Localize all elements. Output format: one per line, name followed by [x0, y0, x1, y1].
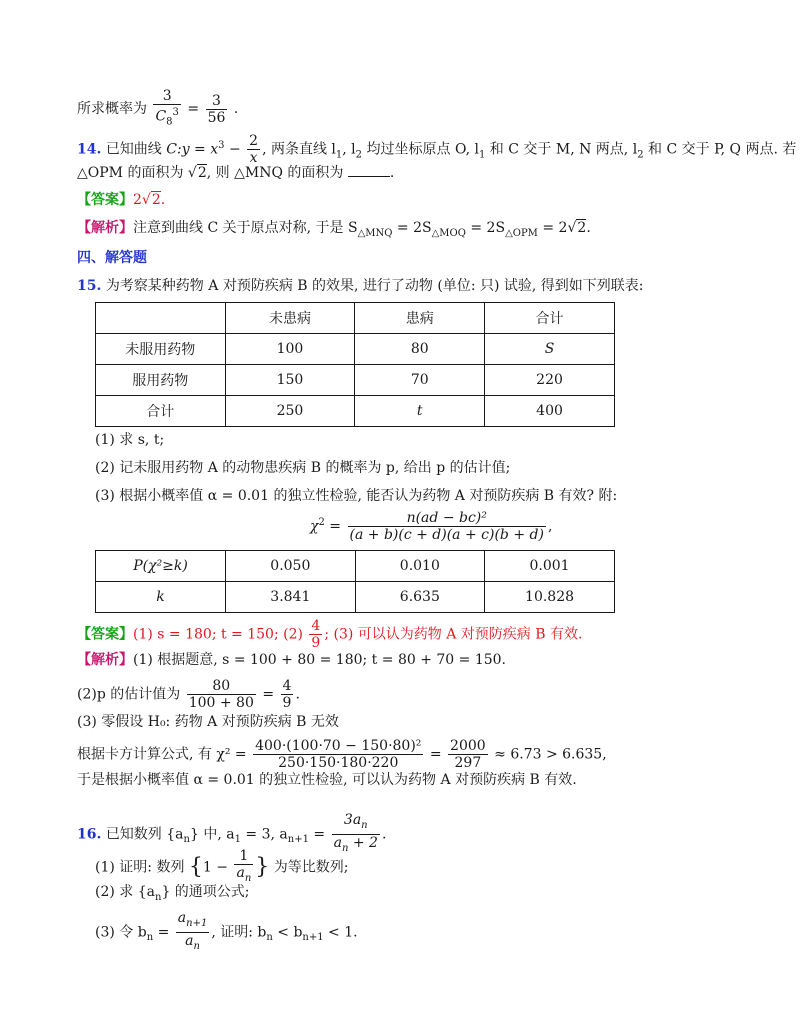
table-header-cell: 合计	[485, 303, 615, 334]
table-cell: 70	[355, 365, 485, 396]
q14-eq: :y = x	[176, 141, 219, 158]
table-header-cell: 患病	[355, 303, 485, 334]
ans15-line	[77, 618, 582, 651]
sol15-s2-frac	[187, 678, 256, 711]
q16-p3-c: < b	[272, 924, 303, 941]
q16-p1-rbrace: }	[255, 854, 270, 880]
q16-p3-a: (3) 令 b	[95, 924, 147, 941]
q16-p3-den-text: a	[185, 932, 194, 949]
prev-frac1-den-c: C	[155, 108, 167, 125]
q14-text-f: 和 C 交于 P, Q 两点. 若	[643, 141, 797, 158]
table-cell: 80	[355, 334, 485, 365]
ans15-value-b: ; (3) 可以认为药物 A 对预防疾病 B 有效.	[324, 626, 583, 643]
q16-part1	[95, 848, 348, 887]
prev-end: .	[233, 101, 239, 118]
sol15-s2-fden: 9	[282, 695, 292, 711]
sol14-sqrt: 2	[577, 220, 587, 236]
q14-frac-den: x	[249, 150, 258, 166]
q14-text-a: 已知曲线	[105, 141, 162, 158]
table-cell: P(χ²≥k)	[96, 551, 226, 582]
prev-frac1-sub: 8	[166, 116, 173, 128]
sol15-s4-a: 根据卡方计算公式, 有 χ² =	[77, 746, 247, 763]
q16-p3-d: < 1.	[323, 924, 358, 941]
ans15-frac-num: 4	[311, 618, 321, 634]
formula-exp: 2	[318, 516, 325, 528]
sol14-a: 注意到曲线 C 关于原点对称, 于是 S	[133, 220, 358, 236]
q16-p3-num	[176, 910, 210, 933]
sol15-s4-den: 250·150·180·220	[278, 755, 399, 771]
q14-curve: C	[166, 141, 177, 158]
critical-value-table	[95, 550, 615, 613]
q16-sub: 1	[234, 834, 241, 846]
q16-part3	[95, 910, 358, 955]
q16-p1-frac	[234, 848, 253, 887]
q16-sub: n+1	[287, 834, 309, 846]
q14-frac-num: 2	[249, 133, 259, 149]
q16-p2-a: (2) 求 {a	[95, 884, 155, 900]
prev-answer-line	[77, 88, 238, 130]
q16-sub: n	[361, 819, 368, 831]
sol15-s4-fnum: 2000	[450, 738, 486, 754]
q16-frac-den-b: + 2	[348, 834, 378, 851]
q14-line1: 14. 已知曲线 C:y = $x^3$ − $\frac{2}{x}$ , 两条直线 $l_1$, $l_2$ 均过坐标原点 O, $l_1$ 和 C 交于 M, N 两点, $l_2$ 和 C 交于 P, Q 两点. 若	[77, 133, 797, 166]
sol14-d: = 2√	[537, 220, 577, 236]
table-cell: 250	[225, 396, 355, 427]
ans15-frac-den: 9	[311, 635, 321, 651]
q16-p1-lbrace: {	[188, 854, 203, 880]
table-row	[96, 551, 615, 582]
q16-sub: n	[155, 891, 162, 903]
q14-line2	[77, 162, 394, 183]
prev-frac2-num: 3	[206, 93, 228, 110]
prev-frac-1	[153, 88, 180, 130]
q14-exp: 3	[218, 139, 225, 151]
formula-num: n(ad − bc)²	[348, 510, 546, 527]
q14-minus: −	[228, 141, 241, 158]
q16-sub: n	[146, 932, 154, 944]
prev-frac2-den: 56	[207, 109, 226, 126]
formula-eq: =	[324, 518, 346, 535]
table-cell: 10.828	[485, 582, 615, 613]
sol15-s2-end: .	[295, 686, 300, 703]
table-header-row	[96, 303, 615, 334]
sol15-s1: (1) 根据题意, s = 100 + 80 = 180; t = 80 + 70 = 150.	[133, 652, 507, 668]
table-cell: 400	[485, 396, 615, 427]
solution-tag: 【解析】	[77, 220, 133, 236]
table-cell: 服用药物	[96, 365, 226, 396]
q16-sub: n	[193, 940, 200, 952]
table-cell: k	[96, 582, 226, 613]
sol15-s2-eq: =	[262, 686, 275, 703]
table-cell: 0.050	[226, 551, 356, 582]
sol15-line2	[77, 678, 300, 711]
q14-text-b: , 两条直线 l	[262, 141, 336, 158]
prev-frac-2	[206, 93, 228, 126]
sol14-sub1: △MNQ	[357, 227, 393, 239]
q14-text-c: , l	[342, 141, 356, 158]
table-header-cell	[96, 303, 226, 334]
q16-sub: n	[244, 872, 252, 884]
section-header: 四、解答题	[77, 250, 147, 266]
answer-tag: 【答案】	[77, 626, 133, 643]
q16-p3-b: , 证明: b	[211, 924, 267, 941]
ans14-value: 2√	[133, 192, 151, 208]
q16-p3-num-text: a	[177, 910, 187, 926]
ans14-end: .	[160, 192, 166, 208]
table-row	[96, 365, 615, 396]
table-cell: 220	[485, 365, 615, 396]
q15-part2: (2) 记未服用药物 A 的动物患疾病 B 的概率为 p, 给出 p 的估计值;	[95, 460, 511, 476]
table-cell: 未服用药物	[96, 334, 226, 365]
q16-part2	[95, 882, 250, 908]
q14-text-d: 均过坐标原点 O, l	[362, 141, 479, 158]
sol14-sub3: △OPM	[505, 227, 538, 239]
q16-text-c: = 3, a	[240, 826, 288, 843]
q15-part1: (1) 求 s, t;	[95, 432, 165, 448]
table-cell: 0.010	[355, 551, 485, 582]
prev-eq: =	[187, 101, 200, 118]
q16-p1-one: 1 −	[202, 859, 228, 876]
table-header-cell: 未患病	[225, 303, 355, 334]
prev-frac1-sup: 3	[172, 107, 179, 118]
q16-p1-den-text: a	[236, 865, 245, 881]
sol15-s4-end: ≈ 6.73 > 6.635,	[494, 746, 607, 763]
q16-number: 16.	[77, 826, 102, 843]
table-row	[96, 396, 615, 427]
q15-line	[77, 276, 644, 296]
table-row	[96, 334, 615, 365]
sol15-s4-num: 400·(100·70 − 150·80)²	[255, 738, 422, 754]
table-cell: 100	[225, 334, 355, 365]
table-cell: 6.635	[355, 582, 485, 613]
sol15-s2-a: (2)p 的估计值为	[77, 686, 181, 703]
table-cell: t	[355, 396, 485, 427]
q15-part3: (3) 根据小概率值 α = 0.01 的独立性检验, 能否认为药物 A 对预防疾病 B 有效? 附:	[95, 488, 618, 504]
sol14-b: = 2S	[392, 220, 432, 236]
sol15-s3: (3) 零假设 H₀: 药物 A 对预防疾病 B 无效	[77, 714, 339, 730]
q16-p1-b: 为等比数列;	[273, 859, 349, 876]
q14-l1-sub: 1	[335, 149, 343, 161]
q16-end: .	[381, 826, 387, 843]
answer-blank[interactable]	[348, 162, 390, 177]
sol14-c: = 2S	[465, 220, 506, 236]
table-cell: 150	[225, 365, 355, 396]
sol14-line	[77, 218, 591, 244]
q15-text: 为考察某种药物 A 对预防疾病 B 的效果, 进行了动物 (单位: 只) 试验, 得到如下列联表:	[105, 278, 644, 294]
ans15-value-a: (1) s = 180; t = 150; (2)	[133, 626, 308, 643]
q16-frac-num	[332, 812, 380, 835]
ans15-frac	[309, 618, 322, 651]
q14-line2-end: .	[389, 165, 395, 181]
sol14-end: .	[586, 220, 591, 236]
sol15-s2-fnum: 4	[282, 678, 292, 694]
solution-tag: 【解析】	[77, 652, 133, 668]
chi-square-formula	[310, 510, 552, 543]
q16-p3-eq: =	[153, 924, 170, 941]
sol15-s4-eq: =	[429, 746, 442, 763]
q16-frac-num-text: 3a	[343, 812, 362, 828]
sol15-s4-frac	[253, 738, 423, 771]
q16-text-b: } 中, a	[189, 826, 235, 843]
sol15-line4	[77, 738, 607, 771]
sol15-s2-den: 100 + 80	[188, 695, 254, 711]
q16-frac-den-text: a	[333, 834, 342, 851]
answer-tag: 【答案】	[77, 192, 133, 208]
q16-text-a: 已知数列 {a	[105, 826, 184, 843]
ans14-sqrt: 2	[151, 192, 161, 208]
sol14-sub2: △MOQ	[431, 227, 466, 239]
sol15-s4-frac2	[448, 738, 488, 771]
prev-frac1-num: 3	[153, 88, 180, 105]
table-cell: 合计	[96, 396, 226, 427]
formula-chi: χ	[310, 518, 319, 535]
q16-p1-num: 1	[234, 848, 253, 865]
prev-text: 所求概率为	[77, 101, 147, 118]
q14-sqrt: 2	[197, 165, 207, 181]
formula-frac	[348, 510, 546, 543]
q16-sub: n	[266, 932, 273, 944]
table-cell: 0.001	[485, 551, 615, 582]
q16-sub: n+1	[186, 917, 208, 929]
q16-sub: n+1	[302, 932, 324, 944]
sol15-s2-frac2	[281, 678, 294, 711]
sol15-s5: 于是根据小概率值 α = 0.01 的独立性检验, 可以认为药物 A 对预防疾病 B 有效.	[77, 772, 577, 788]
q16-p3-frac	[176, 910, 210, 955]
q14-text-e: 和 C 交于 M, N 两点, l	[485, 141, 638, 158]
q16-sub: n	[341, 842, 349, 854]
table-row	[96, 582, 615, 613]
q14-line2-a: △OPM 的面积为 √	[77, 165, 197, 181]
ans14-line	[77, 190, 165, 210]
q16-text-d: =	[308, 826, 326, 843]
q14-line2-b: , 则 △MNQ 的面积为	[206, 165, 344, 181]
sol15-s4-fden: 297	[454, 755, 482, 771]
q16-p1-a: (1) 证明: 数列	[95, 859, 185, 876]
table-cell: 3.841	[226, 582, 356, 613]
q14-number: 14.	[77, 141, 102, 158]
q16-sub: n	[183, 834, 190, 846]
contingency-table	[95, 302, 615, 427]
q15-number: 15.	[77, 278, 102, 294]
q16-p3-den	[176, 933, 210, 955]
table-cell: S	[485, 334, 615, 365]
sol15-line1	[77, 650, 506, 670]
sol15-s2-num: 80	[187, 678, 256, 695]
formula-end: ,	[547, 518, 553, 535]
formula-den: (a + b)(c + d)(a + c)(b + d)	[349, 527, 544, 543]
q16-p2-b: } 的通项公式;	[161, 884, 250, 900]
prev-frac1-den	[153, 105, 180, 130]
